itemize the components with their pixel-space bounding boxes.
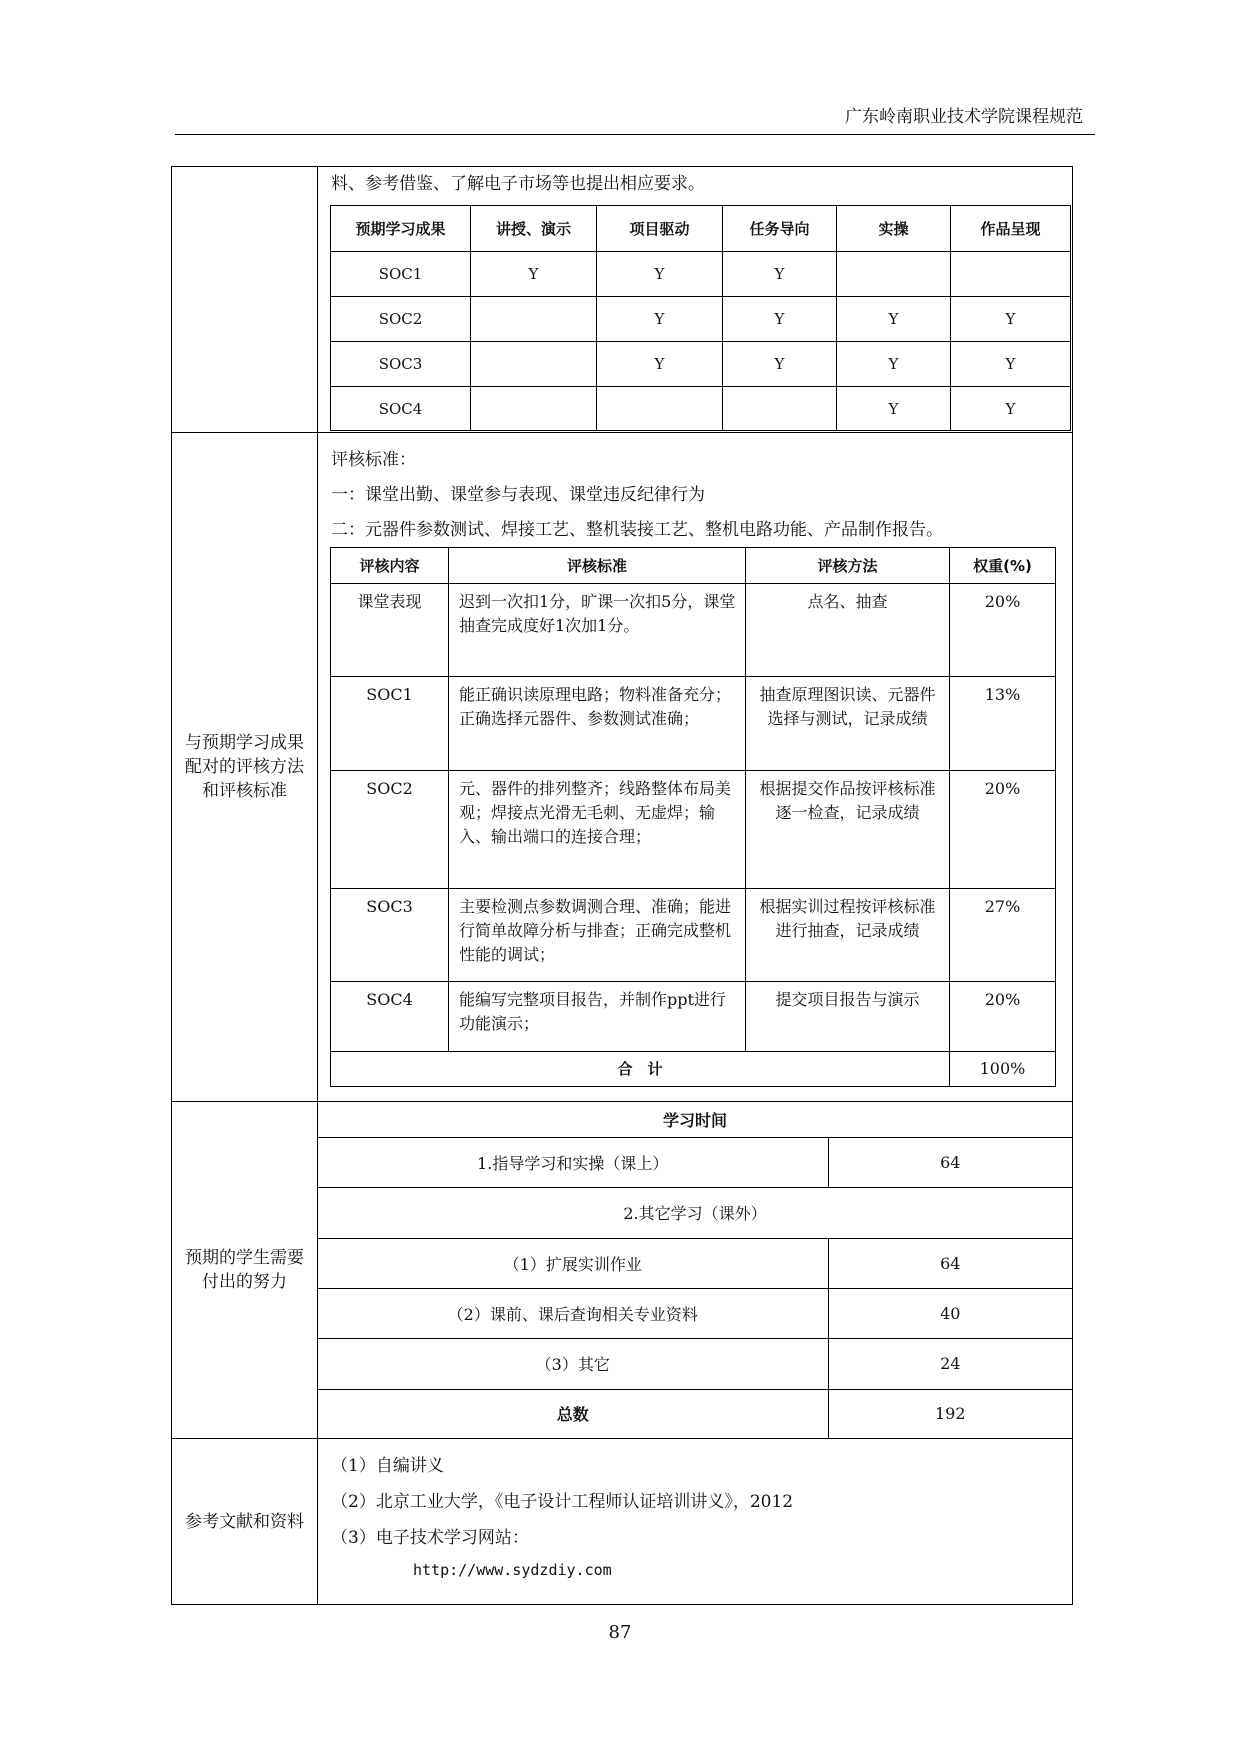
effort-item-value: 24 [828, 1338, 1072, 1389]
table-row [331, 677, 1056, 771]
reference-url-link[interactable]: http://www.sydzdiy.com [413, 1561, 612, 1579]
table-row [331, 771, 1056, 889]
assessment-header: 评核标准 [449, 548, 746, 584]
table-row [318, 1288, 1072, 1338]
table-cell: SOC2 [331, 771, 449, 889]
table-row [318, 1338, 1072, 1389]
table-cell: 提交项目报告与演示 [746, 982, 950, 1052]
table-row [331, 342, 1071, 387]
table-cell: Y [837, 297, 951, 342]
table-cell [471, 387, 597, 431]
table-cell: Y [597, 252, 723, 297]
table-cell: Y [837, 387, 951, 431]
references-content-cell [318, 1439, 1073, 1605]
table-cell: SOC2 [331, 297, 471, 342]
table-row [331, 982, 1056, 1052]
effort-item-label: （1）扩展实训作业 [318, 1238, 828, 1288]
reference-item: （2）北京工业大学，《电子设计工程师认证培训讲义》，2012 [331, 1492, 794, 1512]
methods-header: 任务导向 [723, 206, 837, 252]
effort-total-label: 总数 [318, 1389, 828, 1438]
table-cell [597, 387, 723, 431]
table-cell: SOC3 [331, 889, 449, 982]
table-cell [471, 342, 597, 387]
methods-header: 项目驱动 [597, 206, 723, 252]
table-cell: SOC1 [331, 252, 471, 297]
table-cell [471, 297, 597, 342]
reference-item: （3）电子技术学习网站： [331, 1528, 529, 1548]
table-cell [723, 387, 837, 431]
table-cell [837, 252, 951, 297]
effort-item-value: 64 [828, 1238, 1072, 1288]
effort-label: 预期的学生需要付出的努力 [172, 1102, 318, 1439]
methods-row [172, 167, 1073, 433]
table-row [318, 1137, 1072, 1187]
table-cell: 课堂表现 [331, 584, 449, 677]
page-header [175, 98, 1095, 135]
table-cell: 27% [950, 889, 1056, 982]
assessment-line-2: 二：元器件参数测试、焊接工艺、整机装接工艺、整机电路功能、产品制作报告。 [331, 520, 943, 540]
table-cell: 点名、抽查 [746, 584, 950, 677]
table-cell [951, 252, 1071, 297]
assessment-total-value: 100% [950, 1052, 1056, 1087]
methods-label-cell [172, 167, 318, 433]
assessment-label: 与预期学习成果配对的评核方法和评核标准 [172, 433, 318, 1102]
course-spec-table [171, 166, 1073, 1605]
assessment-standard-title: 评核标准： [331, 450, 416, 470]
table-row [318, 1187, 1072, 1238]
methods-matrix [330, 205, 1071, 431]
reference-item: （1）自编讲义 [331, 1456, 444, 1476]
references-label: 参考文献和资料 [172, 1439, 318, 1605]
table-row [331, 584, 1056, 677]
table-cell: Y [951, 342, 1071, 387]
table-cell: 20% [950, 982, 1056, 1052]
effort-item-value: 40 [828, 1288, 1072, 1338]
table-cell: Y [471, 252, 597, 297]
methods-header: 讲授、演示 [471, 206, 597, 252]
effort-title: 学习时间 [318, 1102, 1072, 1137]
table-cell: Y [837, 342, 951, 387]
table-cell: 20% [950, 584, 1056, 677]
table-cell: 能正确识读原理电路；物料准备充分；正确选择元器件、参数测试准确； [449, 677, 746, 771]
table-cell: SOC4 [331, 387, 471, 431]
table-row [331, 387, 1071, 431]
table-cell: Y [951, 297, 1071, 342]
table-row [331, 889, 1056, 982]
effort-table [318, 1102, 1072, 1438]
table-cell: 迟到一次扣1分，旷课一次扣5分，课堂抽查完成度好1次加1分。 [449, 584, 746, 677]
table-row [318, 1238, 1072, 1288]
table-cell: 根据实训过程按评核标准进行抽查，记录成绩 [746, 889, 950, 982]
assessment-header: 权重(%) [950, 548, 1056, 584]
methods-header: 作品呈现 [951, 206, 1071, 252]
methods-header: 预期学习成果 [331, 206, 471, 252]
effort-total-value: 192 [828, 1389, 1072, 1438]
assessment-header: 评核方法 [746, 548, 950, 584]
methods-header-row [331, 206, 1071, 252]
table-cell: 主要检测点参数调测合理、准确；能进行简单故障分析与排查；正确完成整机性能的调试； [449, 889, 746, 982]
effort-title-row [318, 1102, 1072, 1137]
table-row [331, 252, 1071, 297]
assessment-header: 评核内容 [331, 548, 449, 584]
page-number: 87 [608, 1622, 632, 1643]
table-cell: Y [951, 387, 1071, 431]
effort-content-cell [318, 1102, 1073, 1439]
header-title: 广东岭南职业技术学院课程规范 [845, 107, 1083, 127]
table-cell: 20% [950, 771, 1056, 889]
table-cell: Y [597, 342, 723, 387]
table-cell: Y [723, 252, 837, 297]
effort-item-label: （2）课前、课后查询相关专业资料 [318, 1288, 828, 1338]
references-row [172, 1439, 1073, 1605]
table-cell: Y [723, 297, 837, 342]
effort-total-row [318, 1389, 1072, 1438]
table-cell: Y [723, 342, 837, 387]
assessment-row [172, 433, 1073, 1102]
assessment-content-cell [318, 433, 1073, 1102]
table-cell: 13% [950, 677, 1056, 771]
effort-row [172, 1102, 1073, 1439]
table-cell: SOC3 [331, 342, 471, 387]
table-cell: 根据提交作品按评核标准逐一检查，记录成绩 [746, 771, 950, 889]
assessment-line-1: 一：课堂出勤、课堂参与表现、课堂违反纪律行为 [331, 485, 705, 505]
assessment-table [330, 547, 1056, 1087]
assessment-total-row [331, 1052, 1056, 1087]
table-cell: SOC1 [331, 677, 449, 771]
methods-content-cell [318, 167, 1073, 433]
table-cell: SOC4 [331, 982, 449, 1052]
effort-item-label: （3）其它 [318, 1338, 828, 1389]
effort-item-label: 1.指导学习和实操（课上） [318, 1137, 828, 1187]
table-row [331, 297, 1071, 342]
table-cell: 抽查原理图识读、元器件选择与测试，记录成绩 [746, 677, 950, 771]
assessment-total-label: 合 计 [331, 1052, 950, 1087]
methods-header: 实操 [837, 206, 951, 252]
assessment-header-row [331, 548, 1056, 584]
table-cell: 元、器件的排列整齐；线路整体布局美观；焊接点光滑无毛刺、无虚焊；输入、输出端口的连接合理； [449, 771, 746, 889]
methods-intro: 料、参考借鉴、了解电子市场等也提出相应要求。 [331, 174, 705, 194]
table-cell: 能编写完整项目报告，并制作ppt进行功能演示； [449, 982, 746, 1052]
effort-item-value: 64 [828, 1137, 1072, 1187]
effort-item-label: 2.其它学习（课外） [318, 1187, 1072, 1238]
table-cell: Y [597, 297, 723, 342]
